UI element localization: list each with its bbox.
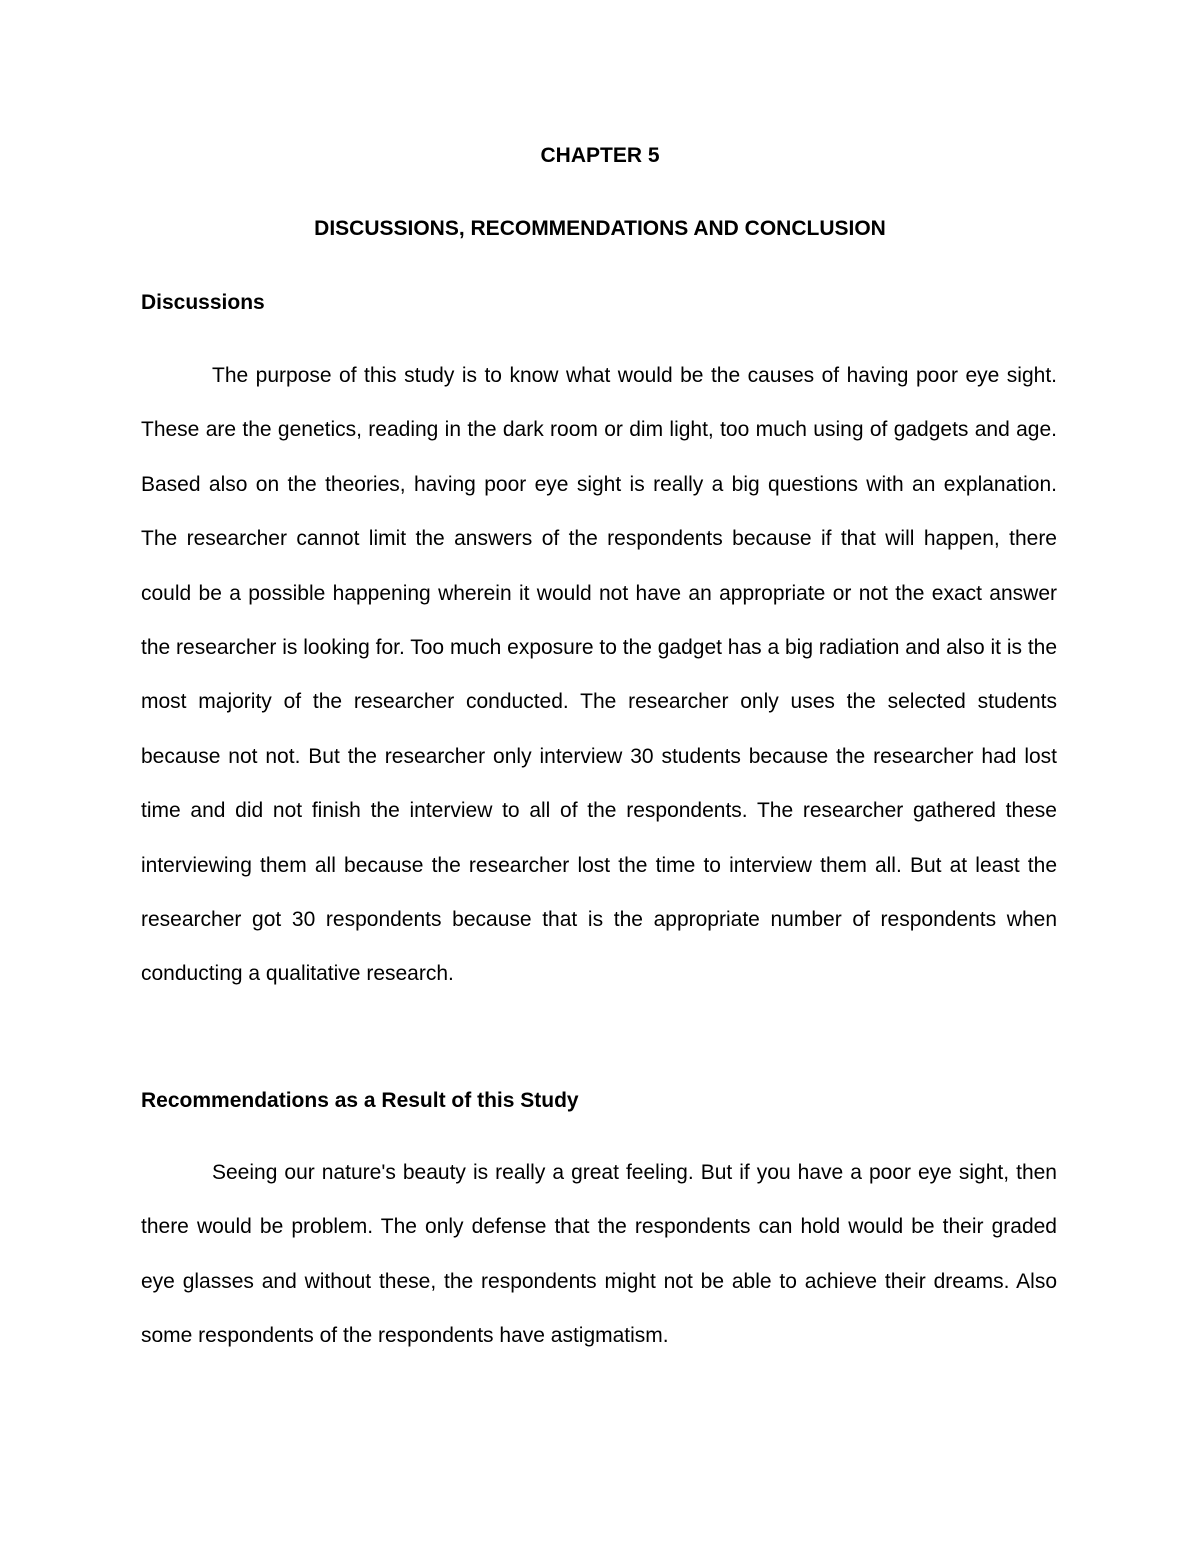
chapter-title: CHAPTER 5 [540,144,660,167]
chapter-subtitle: DISCUSSIONS, RECOMMENDATIONS AND CONCLUSION [314,217,886,240]
discussions-heading: Discussions [141,291,265,314]
recommendations-heading: Recommendations as a Result of this Study [141,1089,579,1112]
discussions-paragraph: The purpose of this study is to know what would be the causes of having poor eye sight. These are the genetics, reading in the dark room or dim light, too much using of gadgets and age. Based also on the theories, having poor eye sight is really a big questions with an explanation. The researcher cannot limit the answers of the respondents because if that will happen, there could be a possible happening wherein it would not have an appropriate or not the exact answer the researcher is looking for. Too much exposure to the gadget has a big radiation and also it is the most majority of the researcher conducted. The researcher only uses the selected students because not not. But the researcher only interview 30 students because the researcher had lost time and did not finish the interview to all of the respondents. The researcher gathered these interviewing them all because the researcher lost the time to interview them all. But at least the researcher got 30 respondents because that is the appropriate number of respondents when conducting a qualitative research. [141,364,1058,986]
recommendations-paragraph: Seeing our nature's beauty is really a great feeling. But if you have a poor eye sight, then there would be problem. The only defense that the respondents can hold would be their graded eye glasses and without these, the respondents might not be able to achieve their dreams. Also some respondents of the respondents have astigmatism. [141,1161,1057,1348]
